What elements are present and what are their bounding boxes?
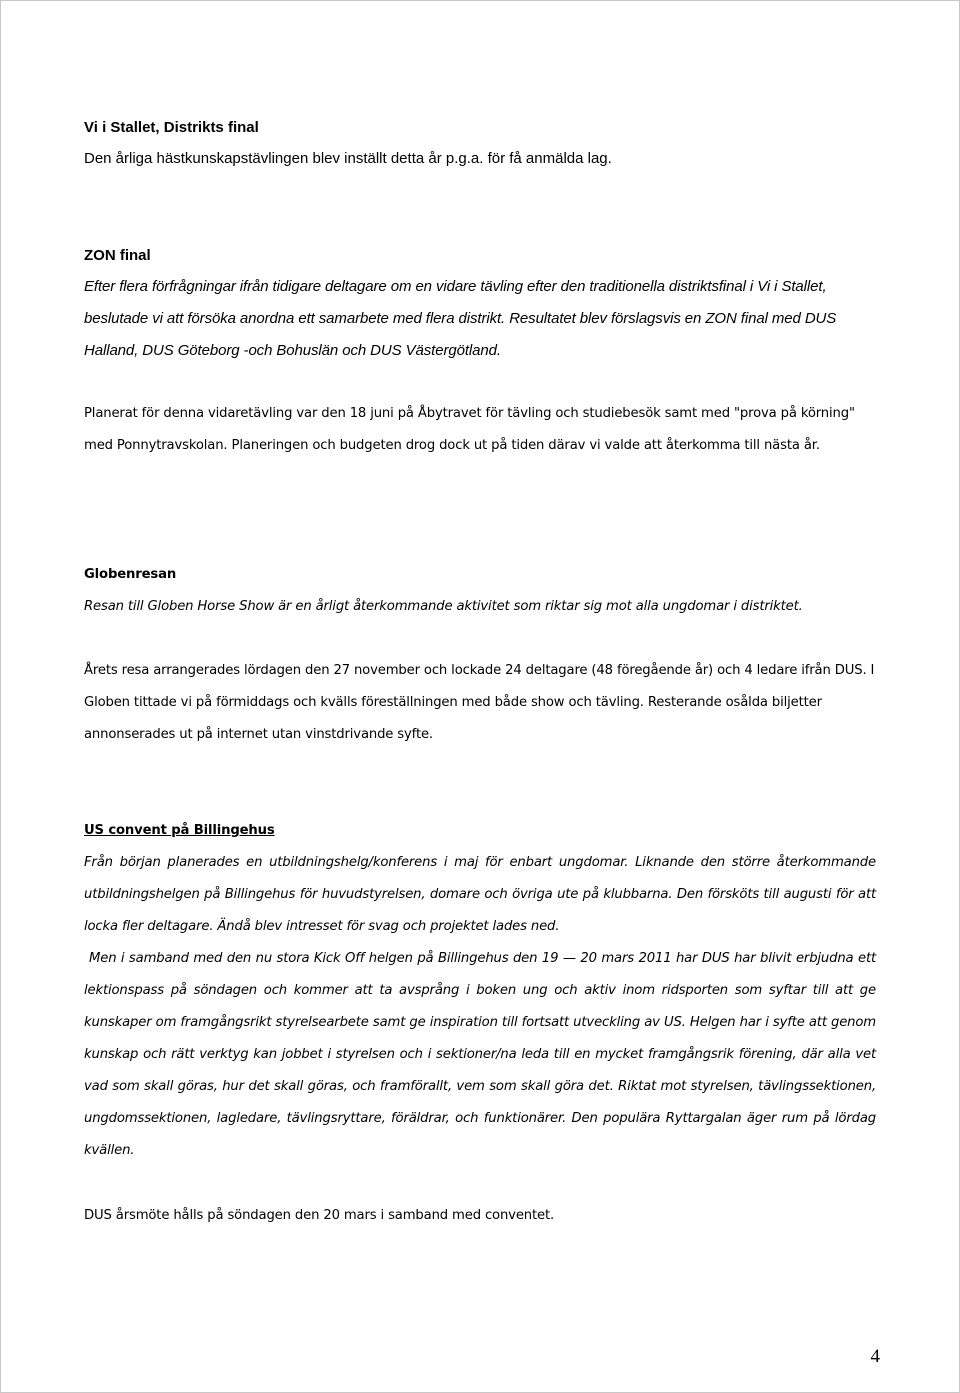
section-heading-zon-final: ZON final (84, 247, 151, 264)
section-heading-globenresan: Globenresan (84, 567, 177, 582)
us-convent-paragraph-1: Från början planerades en utbildningshelg/konferens i maj för enbart ungdomar. Liknande den större återkommande utbildningshelgen på Billingehus för huvudstyrelsen, domare och övriga ute på klubbarna. Den försköts till augusti för att locka fler deltagare. Ändå blev intresset för svag och projektet lades ned. (84, 855, 876, 934)
us-convent-paragraph-2: Men i samband med den nu stora Kick Off helgen på Billingehus den 19 — 20 mars 2011 har DUS har blivit erbjudna ett lektionspass på söndagen och kommer att ta avsprång i boken ung och aktiv inom ridsporten som syftar till att ge kunskaper om framgångsrikt styrelsearbete samt ge inspiration till fortsatt utveckling av US. Helgen har i syfte att genom kunskap och rätt verktyg kan jobbet i styrelsen och i sektioner/na leda till en mycket framgångsrik förening, där alla vet vad som skall göras, hur det skall göras, och framförallt, vem som skall göra det. Riktat mot styrelsen, tävlingssektionen, ungdomssektionen, lagledare, tävlingsryttare, föräldrar, och funktionärer. Den populära Ryttargalan äger rum på lördag kvällen. (84, 951, 876, 1158)
vi-i-stallet-text: Den årliga hästkunskapstävlingen blev inställt detta år p.g.a. för få anmälda lag. (84, 150, 612, 167)
zon-final-paragraph: Efter flera förfrågningar ifrån tidigare deltagare om en vidare tävling efter den traditionella distriktsfinal i Vi i Stallet, beslutade vi att försöka anordna ett samarbete med flera distrikt. Resultatet blev förslagsvis en ZON final med DUS Halland, DUS Göteborg -och Bohuslän och DUS Västergötland. (84, 278, 837, 359)
globenresan-intro: Resan till Globen Horse Show är en årligt återkommande aktivitet som riktar sig mot alla ungdomar i distriktet. (84, 599, 803, 614)
zon-final-planning-paragraph: Planerat för denna vidaretävling var den 18 juni på Åbytravet för tävling och studiebesök samt med "prova på körning" med Ponnytravskolan. Planeringen och budgeten drog dock ut på tiden därav vi valde att återkomma till nästa år. (84, 406, 855, 453)
page-number: 4 (870, 1346, 880, 1367)
us-convent-closing: DUS årsmöte hålls på söndagen den 20 mars i samband med conventet. (84, 1208, 555, 1223)
section-heading-vi-i-stallet: Vi i Stallet, Distrikts final (84, 119, 259, 136)
globenresan-paragraph: Årets resa arrangerades lördagen den 27 november och lockade 24 deltagare (48 föregående år) och 4 ledare ifrån DUS. I Globen tittade vi på förmiddags och kvälls föreställningen med både show och tävling. Resterande osålda biljetter annonserades ut på internet utan vinstdrivande syfte. (84, 663, 875, 742)
section-heading-us-convent: US convent på Billingehus (84, 823, 275, 838)
